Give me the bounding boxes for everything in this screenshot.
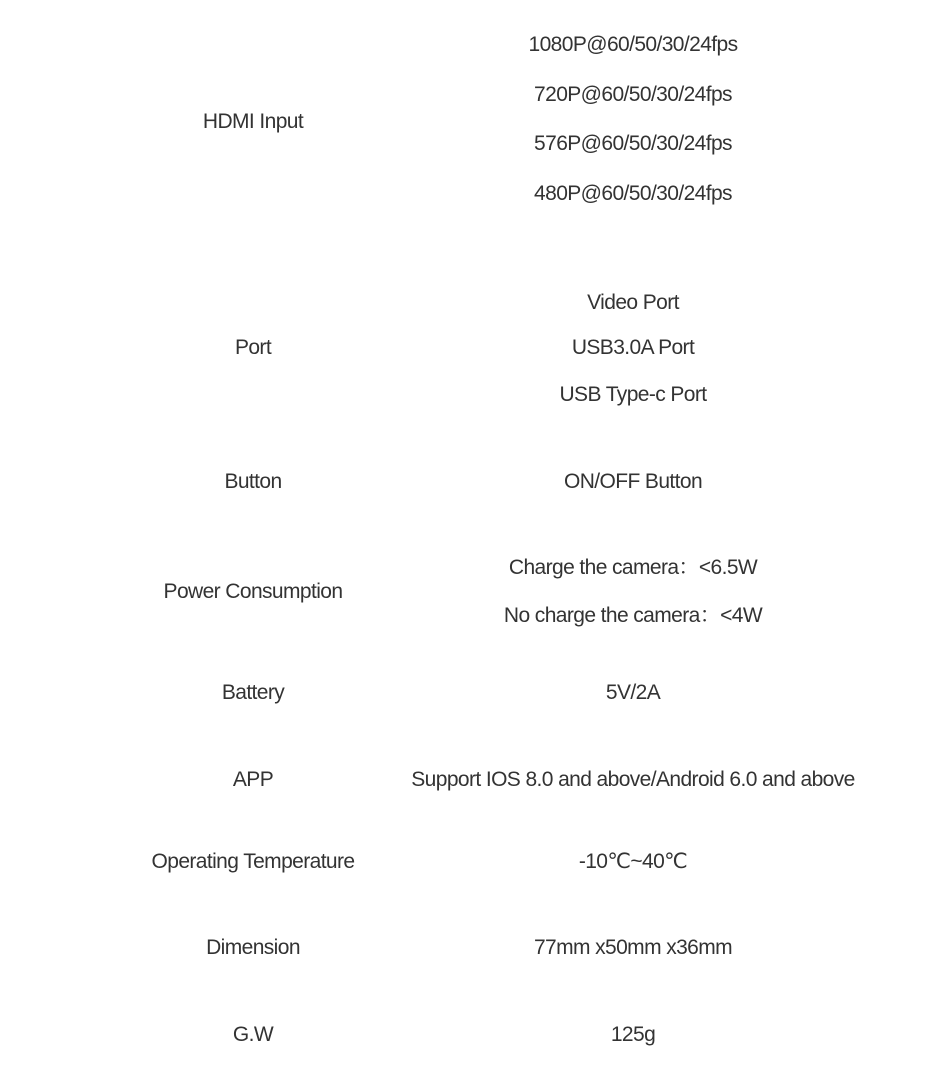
spec-value-hdmi-720p: 720P@60/50/30/24fps: [534, 83, 732, 106]
spec-value-usb-typec-port: USB Type-c Port: [559, 383, 707, 406]
spec-value-hdmi-576p: 576P@60/50/30/24fps: [534, 132, 732, 155]
spec-value-power-charge: Charge the camera：<6.5W: [508, 556, 758, 579]
spec-label-gross-weight: G.W: [232, 1023, 274, 1046]
spec-label-operating-temperature: Operating Temperature: [151, 850, 355, 873]
spec-value-usb3-port: USB3.0A Port: [571, 336, 695, 359]
spec-value-button: ON/OFF Button: [563, 470, 703, 493]
spec-value-hdmi-480p: 480P@60/50/30/24fps: [534, 182, 732, 205]
spec-label-power-consumption: Power Consumption: [163, 580, 343, 603]
spec-value-battery: 5V/2A: [605, 681, 661, 704]
spec-value-gross-weight: 125g: [610, 1023, 656, 1046]
spec-label-dimension: Dimension: [206, 936, 300, 959]
spec-label-port: Port: [234, 336, 272, 359]
spec-value-power-no-charge: No charge the camera：<4W: [503, 604, 763, 627]
spec-label-app: APP: [232, 768, 274, 791]
spec-label-hdmi-input: HDMI Input: [202, 110, 304, 133]
spec-value-app: Support IOS 8.0 and above/Android 6.0 and above: [411, 768, 855, 791]
spec-label-battery: Battery: [221, 681, 285, 704]
spec-value-hdmi-1080p: 1080P@60/50/30/24fps: [528, 33, 738, 56]
spec-label-button: Button: [224, 470, 282, 493]
spec-value-video-port: Video Port: [587, 291, 679, 314]
spec-value-operating-temperature: -10℃~40℃: [578, 850, 688, 873]
spec-value-dimension: 77mm x50mm x36mm: [533, 936, 733, 959]
